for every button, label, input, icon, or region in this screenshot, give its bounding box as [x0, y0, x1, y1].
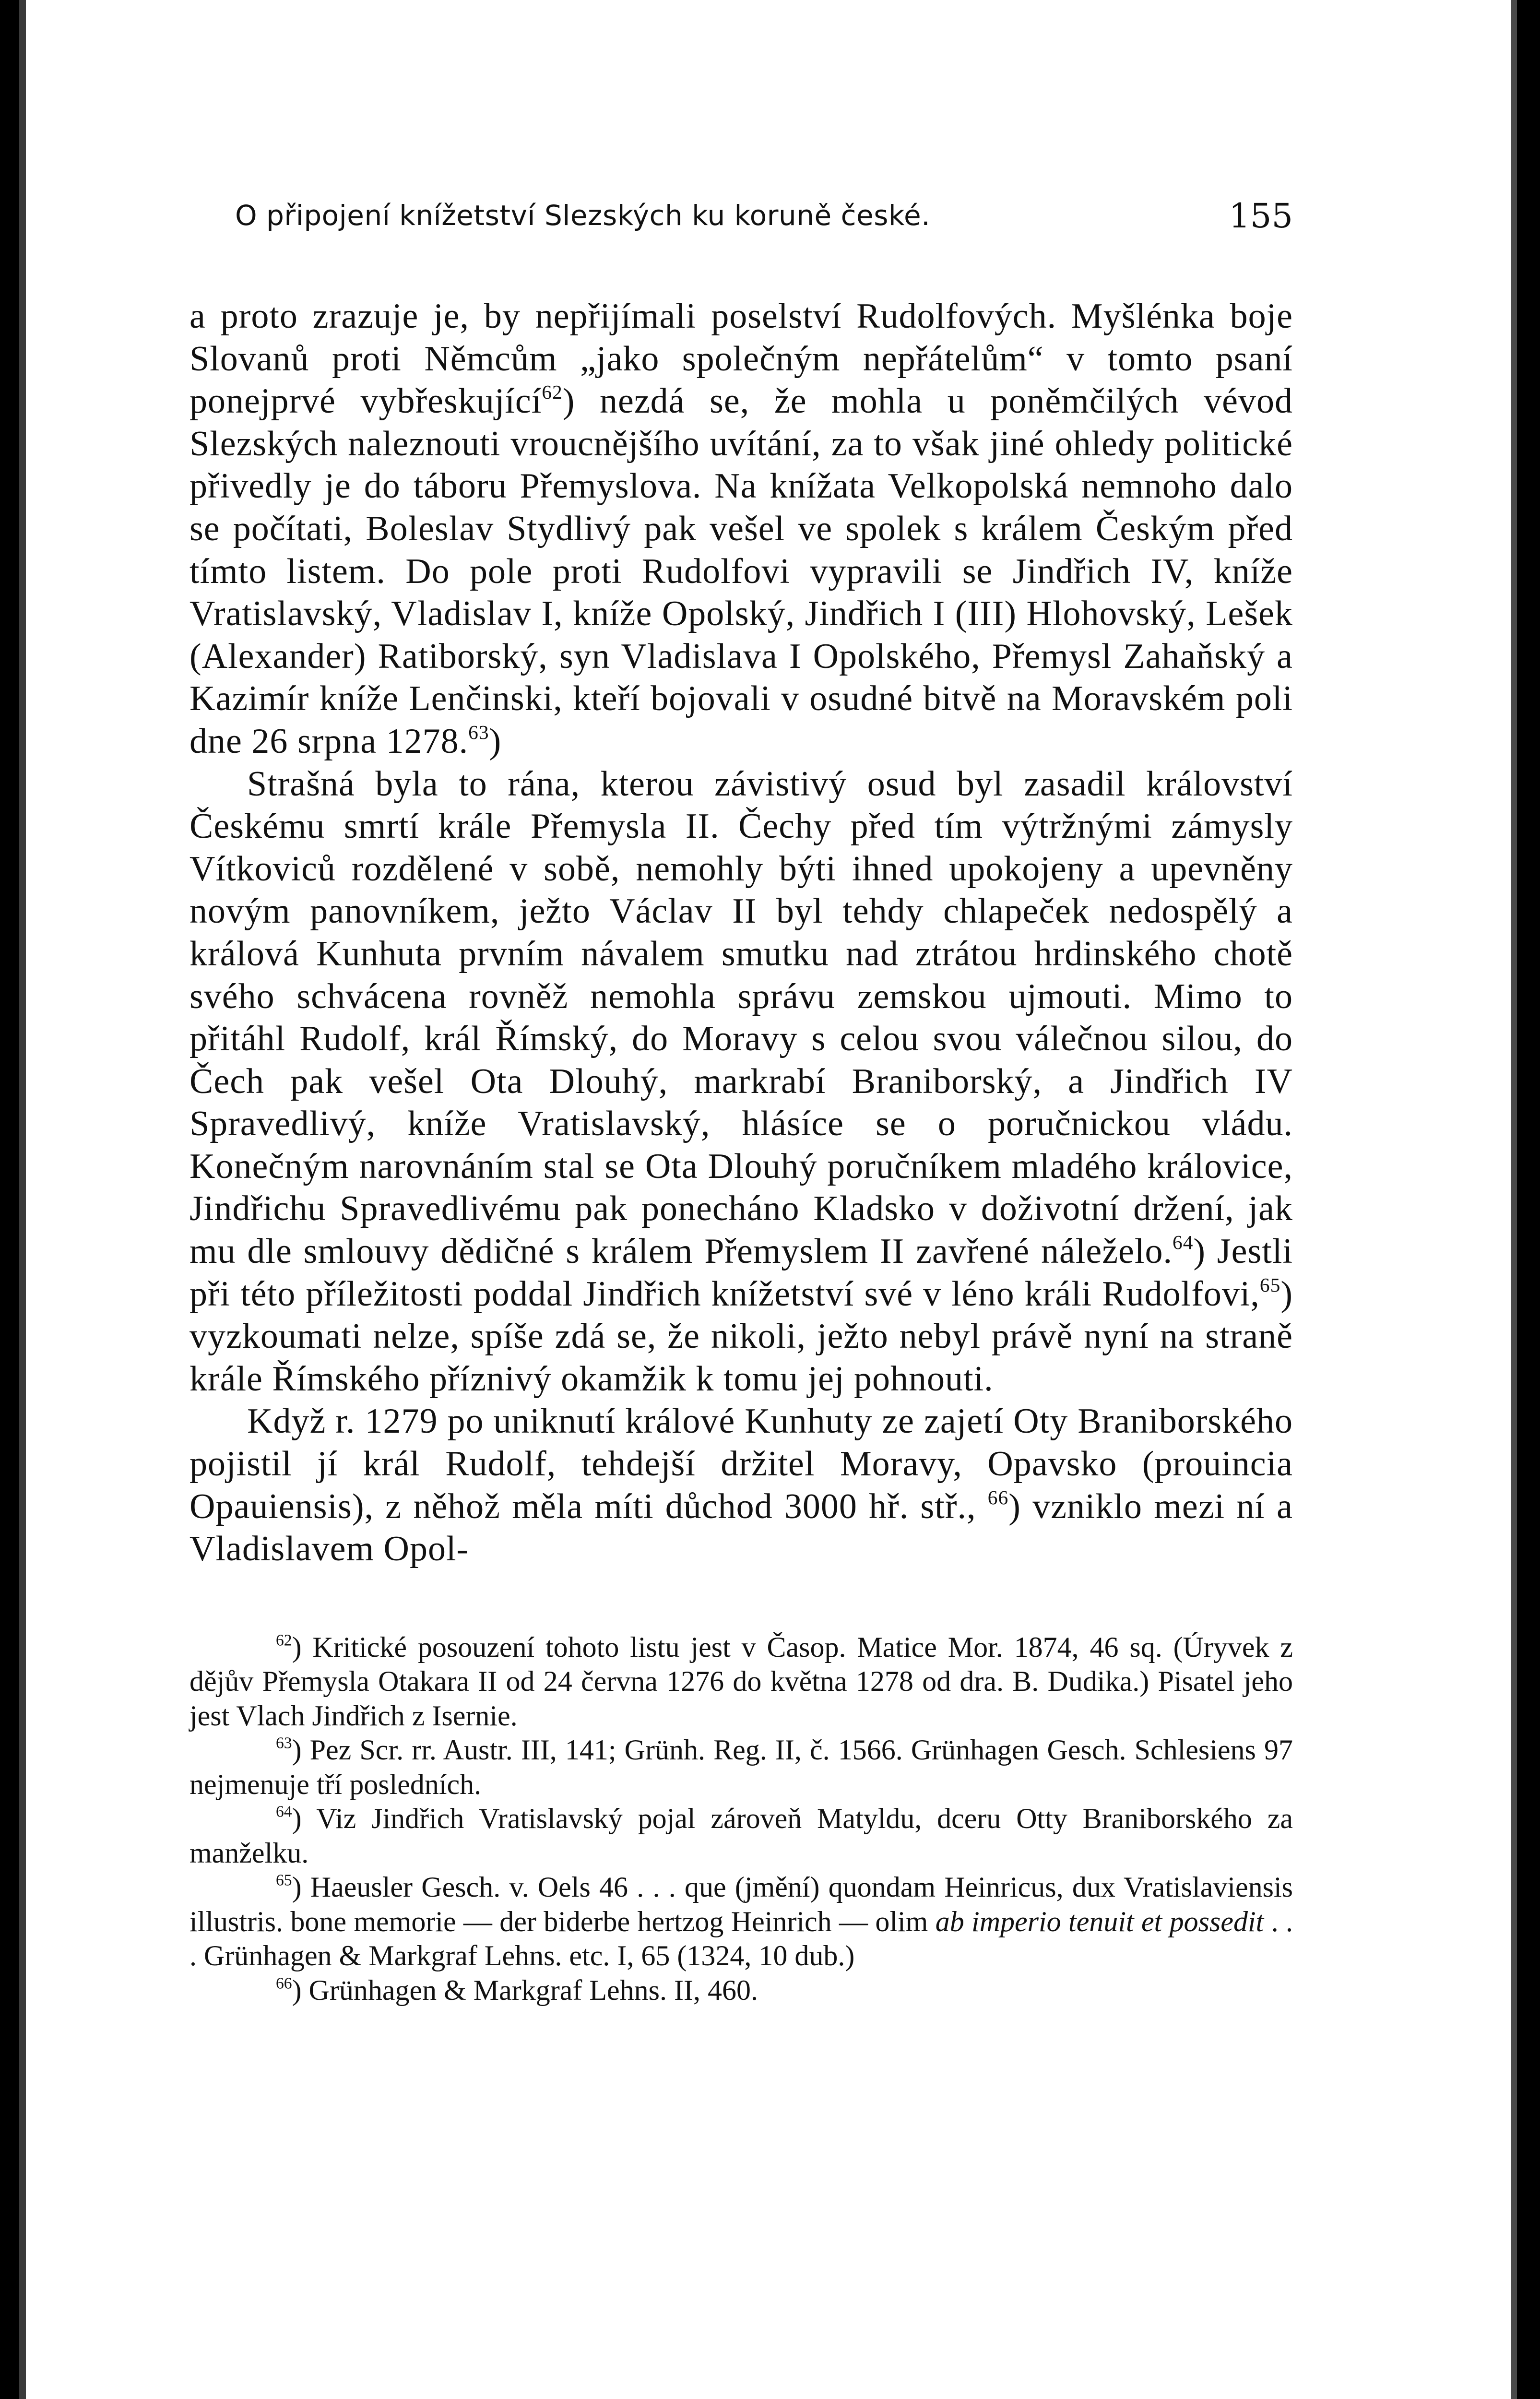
footnote-marker-62: 62 — [276, 1631, 292, 1650]
footnote-64-text: ) Viz Jindřich Vratislavský pojal zároveň Matyldu, dceru Otty Braniborského za manželku. — [190, 1803, 1293, 1869]
footnote-ref-66: 66 — [987, 1486, 1009, 1508]
running-head-title: O připojení knížetství Slezských ku koruně české. — [235, 199, 931, 232]
paragraph-3 — [190, 1400, 1293, 1570]
paragraph-1-text: a proto zrazuje je, by nepřijímali poselství Rudolfových. Myšlénka boje Slovanů proti Němcům „jako společným nepřátelům“ v tomto psaní ponejprvé vybřeskující — [190, 297, 1293, 421]
footnote-64 — [190, 1802, 1293, 1870]
scan-border-left-shade — [19, 0, 26, 2399]
paragraph-2-end: ) vyzkoumati nelze, spíše zdá se, že nikoli, ježto nebyl právě nyní na straně krále Římského příznivý okamžik k tomu jej pohnouti. — [190, 1274, 1293, 1399]
scan-border-left — [0, 0, 19, 2399]
footnote-66 — [190, 1973, 1293, 2008]
footnote-ref-65: 65 — [1259, 1273, 1281, 1296]
scan-border-right-shade — [1511, 0, 1517, 2399]
footnote-65 — [190, 1870, 1293, 1973]
book-page — [190, 190, 1293, 2007]
footnote-marker-64: 64 — [276, 1803, 292, 1821]
footnote-ref-62: 62 — [542, 381, 563, 404]
scan-border-right — [1517, 0, 1540, 2399]
running-head — [190, 190, 1293, 242]
footnote-66-text: ) Grünhagen & Markgraf Lehns. II, 460. — [292, 1974, 758, 2006]
footnote-63-text: ) Pez Scr. rr. Austr. III, 141; Grünh. Reg. II, č. 1566. Grünhagen Gesch. Schlesiens 97 nejmenuje tří posledních. — [190, 1734, 1293, 1800]
paragraph-1-end: ) — [489, 721, 502, 761]
footnote-marker-63: 63 — [276, 1734, 292, 1752]
paragraph-2-continued: ) Jestli při této příležitosti poddal Jindřich knížetství své v léno králi Rudolfovi, — [190, 1232, 1293, 1314]
footnote-62-text: ) Kritické posouzení tohoto listu jest v Časop. Matice Mor. 1874, 46 sq. (Úryvek z dějův Přemysla Otakara II od 24 června 1276 do května 1278 od dra. B. Dudika.) Pisatel jeho jest Vlach Jindřich z Isernie. — [190, 1631, 1293, 1732]
footnote-marker-66: 66 — [276, 1974, 292, 1993]
footnote-65-text-end: . . . Grünhagen & Markgraf Lehns. etc. I, 65 (1324, 10 dub.) — [190, 1905, 1293, 1972]
main-text — [190, 295, 1293, 1570]
footnote-ref-64: 64 — [1172, 1231, 1194, 1254]
footnote-marker-65: 65 — [276, 1871, 292, 1889]
footnote-65-text: ) Haeusler Gesch. v. Oels 46 . . . que (jmění) quondam Heinricus, dux Vratislaviensis illustris. bone memorie — der biderbe hertzog Heinrich — olim — [190, 1871, 1293, 1937]
footnote-63 — [190, 1733, 1293, 1802]
paragraph-1 — [190, 295, 1293, 763]
paragraph-2-text: Strašná byla to rána, kterou závistivý osud byl zasadil království Českému smrtí krále Přemysla II. Čechy před tím výtržnými zámysly Vítkoviců rozdělené v sobě, nemohly býti ihned upokojeny a upevněny novým panovníkem, ježto Václav II byl tehdy chlapeček nedospělý a králová Kunhuta prvním návalem smutku nad ztrátou hrdinského chotě svého schvácena rovněž nemohla správu zemskou ujmouti. Mimo to přitáhl Rudolf, král Římský, do Moravy s celou svou válečnou silou, do Čech pak vešel Ota Dlouhý, markrabí Braniborský, a Jindřich IV Spravedlivý, kníže Vratislavský, hlásíce se o poručnickou vládu. Konečným narovnáním stal se Ota Dlouhý poručníkem mladého královice, Jindřichu Spravedlivému pak ponecháno Kladsko v doživotní držení, jak mu dle smlouvy dědičné s králem Přemyslem II zavřené náleželo. — [190, 764, 1293, 1271]
page-number: 155 — [1229, 196, 1293, 236]
footnotes — [190, 1630, 1293, 2008]
paragraph-3-continued: ) vzniklo mezi ní a Vladislavem Opol- — [190, 1486, 1293, 1569]
paragraph-3-text: Když r. 1279 po uniknutí králové Kunhuty ze zajetí Oty Braniborského pojistil jí král Rudolf, tehdejší držitel Moravy, Opavsko (prouincia Opauiensis), z něhož měla míti důchod 3000 hř. stř., — [190, 1401, 1293, 1526]
footnote-ref-63: 63 — [468, 721, 489, 743]
paragraph-2 — [190, 763, 1293, 1401]
paragraph-1-continued: ) nezdá se, že mohla u poněmčilých vévod Slezských naleznouti vroucnějšího uvítání, za to však jiné ohledy politické přivedly je do táboru Přemyslova. Na knížata Velkopolská nemnoho dalo se počítati, Boleslav Stydlivý pak vešel ve spolek s králem Českým před tímto listem. Do pole proti Rudolfovi vypravili se Jindřich IV, kníže Vratislavský, Vladislav I, kníže Opolský, Jindřich I (III) Hlohovský, Lešek (Alexander) Ratiborský, syn Vladislava I Opolského, Přemysl Zahaňský a Kazimír kníže Lenčinski, kteří bojovali v osudné bitvě na Moravském poli dne 26 srpna 1278. — [190, 381, 1293, 761]
footnote-65-italic: ab imperio tenuit et possedit — [935, 1905, 1264, 1937]
footnote-62 — [190, 1630, 1293, 1734]
